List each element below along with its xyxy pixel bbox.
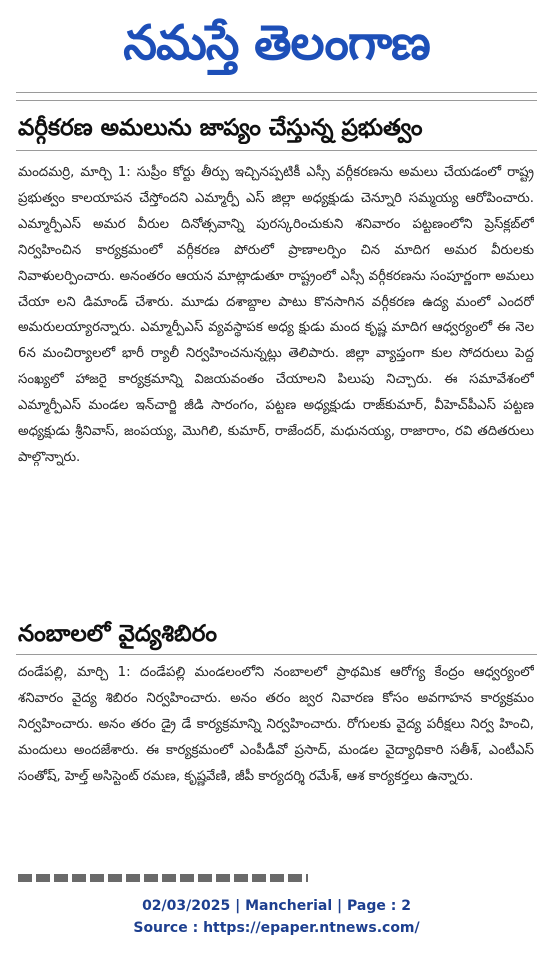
footer-date-edition: 02/03/2025 | Mancherial | Page : 2 [142,898,411,914]
headline-1-divider [16,150,537,151]
article-2-headline: నంబాలలో వైద్యశిబిరం [18,621,218,647]
newspaper-logo: నమస్తే తెలంగాణ [123,15,430,71]
article-1-headline: వర్గీకరణ అమలును జాప్యం చేస్తున్న ప్రభుత్వం [18,115,423,141]
masthead [0,0,553,86]
article-1-body: మందమర్రి, మార్చి 1: సుప్రీం కోర్టు తీర్పు ఇచ్చినప్పటికీ ఎస్సీ వర్గీకరణను అమలు చేయడంలో రాష్ట్ర ప్రభుత్వం కాలయాపన చేస్తోందని ఎమ్మార్పీ ఎస్ జిల్లా అధ్యక్షుడు చెన్నూరి సమ్మయ్య ఆరోపించారు. ఎమ్మార్పీఎస్ అమర వీరుల దినోత్సవాన్ని పురస్కరించుకుని శనివారం పట్టణంలోని ప్రెస్‌క్లబ్‌లో నిర్వహించిన కార్యక్రమంలో వర్గీకరణ పోరులో ప్రాణాలర్పిం చిన మాదిగ అమర వీరులకు నివాళులర్పించారు. అనంతరం ఆయన మాట్లాడుతూ రాష్ట్రంలో ఎస్సీ వర్గీకరణను సంపూర్ణంగా అమలు చేయా లని డిమాండ్ చేశారు. మూడు దశాబ్దాల పాటు కొనసాగిన వర్గీకరణ ఉద్య మంలో ఎందరో అమరులయ్యారన్నారు. ఎమ్మార్పీఎస్ వ్యవస్థాపక అధ్య క్షుడు మంద కృష్ణ మాదిగ ఆధ్వర్యంలో ఈ నెల 6న మంచిర్యాలలో భారీ ర్యాలీ నిర్వహించనున్నట్లు తెలిపారు. జిల్లా వ్యాప్తంగా కుల సోదరులు పెద్ద సంఖ్యలో హాజరై కార్యక్రమాన్ని విజయవంతం చేయాలని పిలుపు నిచ్చారు. ఈ సమావేశంలో ఎమ్మార్పీఎస్ మండల ఇన్‌చార్జి జీడి సారంగం, పట్టణ అధ్యక్షుడు రాజ్‌కుమార్, వీహెచ్‌పీఎస్ పట్టణ అధ్యక్షుడు శ్రీనివాస్, జంపయ్య, మొగిలి, కుమార్, రాజేందర్, మధునయ్య, రాజారాం, రవి తదితరులు పాల్గొన్నారు. [18,165,534,465]
truncated-next-headline [18,874,308,882]
headline-2-divider [16,654,537,655]
article-2-body: దండేపల్లి, మార్చి 1: దండేపల్లి మండలంలోని నంబాలలో ప్రాథమిక ఆరోగ్య కేంద్రం ఆధ్వర్యంలో శనివారం వైద్య శిబిరం నిర్వహించారు. అనం తరం జ్వర నివారణ కోసం అవగాహన కార్యక్రమం నిర్వహించారు. అనం తరం డ్రై డే కార్యక్రమాన్ని నిర్వహించారు. రోగులకు వైద్య పరీక్షలు నిర్వ హించి, మందులు అందజేశారు. ఈ కార్యక్రమంలో ఎంపీడీవో ప్రసాద్, మండల వైద్యాధికారి సతీశ్, ఎంటీఎస్ సంతోష్, హెల్త్ అసిస్టెంట్ రమణ, కృష్ణవేణి, జీపీ కార్యదర్శి రమేశ్, ఆశ కార్యకర్తలు ఉన్నారు. [18,665,534,784]
top-divider-inner [16,100,537,101]
footer-source-link[interactable]: Source : https://epaper.ntnews.com/ [133,920,420,936]
top-divider [16,92,537,93]
